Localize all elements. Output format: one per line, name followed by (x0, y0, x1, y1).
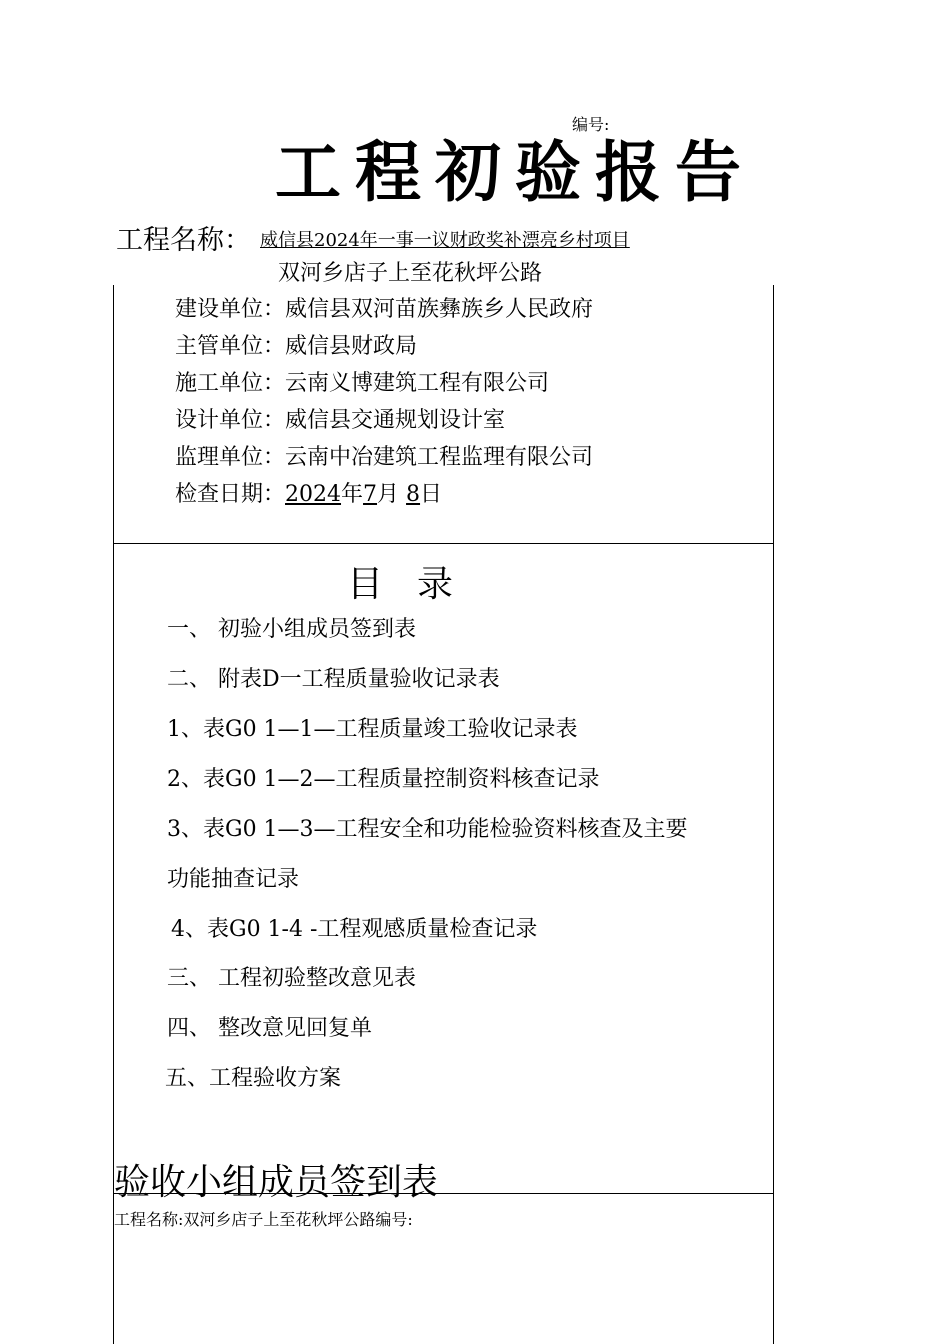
toc-title: 目录 (347, 564, 488, 605)
toc-item: 3、表G0 1—3—工程安全和功能检验资料核查及主要 (167, 817, 688, 842)
project-name-line2: 双河乡店子上至花秋坪公路 (278, 261, 543, 286)
inspection-date-day: 8 (406, 482, 421, 507)
section-divider (113, 543, 774, 544)
design-unit: 设计单位：威信县交通规划设计室 (175, 408, 506, 433)
inspection-date (175, 480, 442, 510)
toc-item: 四、 整改意见回复单 (167, 1016, 372, 1041)
toc-item: 功能抽查记录 (167, 867, 300, 892)
toc-item: 1、表G0 1—1—工程质量竣工验收记录表 (167, 717, 578, 742)
inspection-date-year: 2024 (285, 482, 342, 507)
inspection-date-month: 7 (363, 482, 378, 507)
toc-item: 五、工程验收方案 (165, 1066, 342, 1091)
right-border (773, 285, 774, 1344)
sign-in-project-line: 工程名称:双河乡店子上至花秋坪公路编号: (114, 1210, 413, 1229)
supervision-unit: 监理单位：云南中冶建筑工程监理有限公司 (175, 445, 594, 470)
project-name-label: 工程名称： (116, 225, 251, 256)
serial-number-label: 编号: (572, 115, 610, 134)
inspection-date-month-suffix: 月 (377, 482, 400, 507)
inspection-date-label: 检查日期： (175, 482, 286, 507)
construction-unit: 建设单位：威信县双河苗族彝族乡人民政府 (175, 297, 594, 322)
toc-item: 一、 初验小组成员签到表 (167, 617, 416, 642)
project-name-line1: 威信县2024年一事一议财政奖补漂亮乡村项目 (260, 230, 630, 251)
supervising-department: 主管单位：威信县财政局 (175, 334, 418, 359)
toc-item: 4、表G0 1-4 -工程观感质量检查记录 (171, 917, 538, 942)
inspection-date-year-suffix: 年 (341, 482, 364, 507)
inspection-date-day-suffix: 日 (420, 482, 443, 507)
sign-in-sheet-heading: 验收小组成员签到表 (114, 1162, 439, 1203)
toc-item: 二、 附表D一工程质量验收记录表 (167, 667, 500, 692)
toc-item: 三、 工程初验整改意见表 (167, 966, 416, 991)
builder-unit: 施工单位：云南义博建筑工程有限公司 (175, 371, 550, 396)
toc-item: 2、表G0 1—2—工程质量控制资料核查记录 (167, 767, 600, 792)
report-title: 工程初验报告 (275, 133, 755, 211)
